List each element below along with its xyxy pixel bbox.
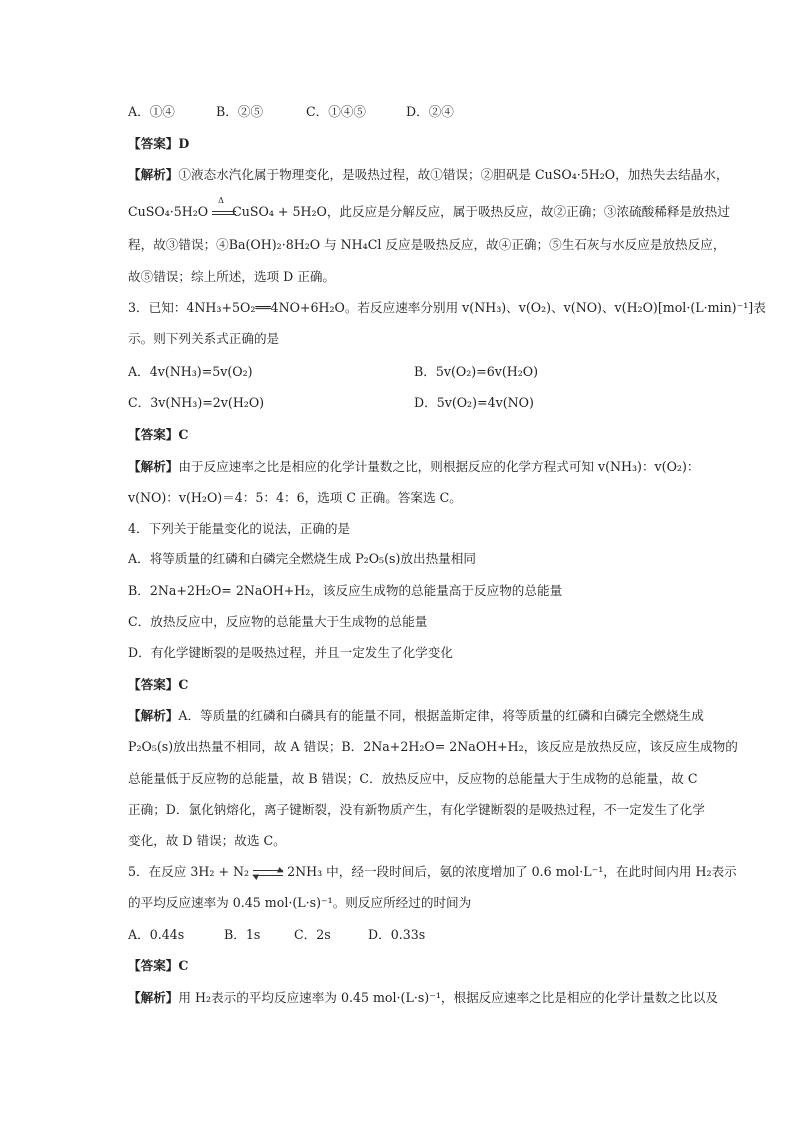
q5-stem-line-1 [128,864,737,880]
q4-analysis-label: 【解析】 [128,708,179,723]
q3-option-c: C．3v(NH₃)=2v(H₂O) [128,395,265,410]
q5-analysis-line-1 [128,990,718,1006]
q2-option-a: A．①④ [128,104,175,119]
q2-analysis-text-2: CuSO₄ + 5H₂O，此反应是分解反应，属于吸热反应，故②正确；③浓硫酸稀释是放热过 [232,204,730,219]
q4-option-b: B．2Na+2H₂O= 2NaOH+H₂，该反应生成物的总能量高于反应物的总能量 [128,583,563,598]
equilibrium-arrow-icon [253,870,283,876]
q3-option-a: A．4v(NH₃)=5v(O₂) [128,364,253,379]
delta-symbol: Δ [218,196,224,205]
q4-option-d: D．有化学键断裂的是吸热过程，并且一定发生了化学变化 [128,645,453,660]
q2-analysis-line-1 [128,167,729,183]
q5-option-c: C．2s [294,927,331,942]
q4-answer: 【答案】C [128,677,189,692]
q5-option-d: D．0.33s [368,927,426,942]
q4-analysis-line-1 [128,708,704,724]
q2-analysis-line-4: 故⑤错误；综上所述，选项 D 正确。 [128,269,336,284]
q4-analysis-text-1: A．等质量的红磷和白磷具有的能量不同，根据盖斯定律，将等质量的红磷和白磷完全燃烧生成 [178,708,704,723]
q4-analysis-line-2: P₂O₅(s)放出热量不相同，故 A 错误；B．2Na+2H₂O= 2NaOH+H₂，该反应是放热反应，该反应生成物的 [128,739,738,754]
q5-answer: 【答案】C [128,958,189,973]
q3-analysis-label: 【解析】 [128,459,179,474]
q2-analysis-formula-left: CuSO₄·5H₂O [128,204,209,219]
q5-analysis-label: 【解析】 [128,990,179,1005]
q3-answer: 【答案】C [128,427,189,442]
q2-option-c: C．①④⑤ [306,104,367,119]
q4-analysis-line-3: 总能量低于反应物的总能量，故 B 错误；C．放热反应中，反应物的总能量大于生成物的总能量，故 C [128,771,698,786]
q4-analysis-line-4: 正确；D．氯化钠熔化，离子键断裂，没有新物质产生，有化学键断裂的是吸热过程，不一定发生了化学 [128,802,705,817]
q3-option-d: D．5v(O₂)=4v(NO) [414,395,534,410]
q3-stem-line-2: 示。则下列关系式正确的是 [128,331,280,346]
q4-option-c: C．放热反应中，反应物的总能量大于生成物的总能量 [128,614,428,629]
q3-stem-line-1: 3．已知：4NH₃+5O₂══4NO+6H₂O。若反应速率分别用 v(NH₃)、v(O₂)、v(NO)、v(H₂O)[mol·(L·min)⁻¹]表 [128,300,766,315]
q2-analysis-line-3: 程，故③错误；④Ba(OH)₂·8H₂O 与 NH₄Cl 反应是吸热反应，故④正确；⑤生石灰与水反应是放热反应， [128,237,726,252]
q2-analysis-text-1: ①液态水汽化属于物理变化，是吸热过程，故①错误；②胆矾是 CuSO₄·5H₂O，加热失去结晶水， [178,167,729,182]
q3-option-b: B．5v(O₂)=6v(H₂O) [414,364,539,379]
q2-option-d: D．②④ [406,104,454,119]
heat-arrow-icon [212,196,232,220]
q5-option-a: A．0.44s [128,927,185,942]
q3-analysis-text-1: 由于反应速率之比是相应的化学计量数之比，则根据反应的化学方程式可知 v(NH₃)：v(O₂)： [178,459,700,474]
q2-answer: 【答案】D [128,136,190,151]
q4-option-a: A．将等质量的红磷和白磷完全燃烧生成 P₂O₅(s)放出热量相同 [128,551,476,566]
q3-analysis-line-1 [128,459,700,475]
q5-stem-text-a: 5．在反应 3H₂ + N₂ [128,864,250,879]
q5-stem-line-2: 的平均反应速率为 0.45 mol·(L·s)⁻¹。则反应所经过的时间为 [128,895,472,910]
q5-stem-text-b: 2NH₃ 中，经一段时间后，氨的浓度增加了 0.6 mol·L⁻¹，在此时间内用 H₂表示 [287,864,737,879]
q3-analysis-line-2: v(NO)：v(H₂O)＝4：5：4：6，选项 C 正确。答案选 C。 [128,490,462,505]
q5-analysis-text-1: 用 H₂表示的平均反应速率为 0.45 mol·(L·s)⁻¹，根据反应速率之比是相应的化学计量数之比以及 [178,990,718,1005]
q4-stem: 4．下列关于能量变化的说法，正确的是 [128,521,351,536]
q2-option-b: B．②⑤ [216,104,264,119]
q2-analysis-label: 【解析】 [128,167,179,182]
q2-analysis-line-2 [128,196,730,220]
q4-analysis-line-5: 变化，故 D 错误；故选 C。 [128,833,286,848]
q5-option-b: B．1s [224,927,261,942]
